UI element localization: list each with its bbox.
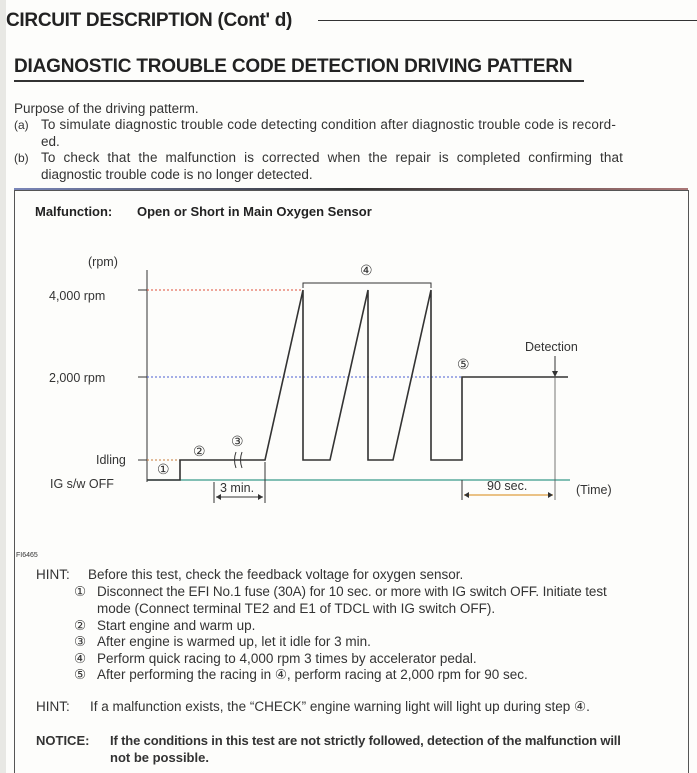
purpose-heading: Purpose of the driving patterm.	[14, 101, 199, 116]
step2-mark: ②	[193, 443, 206, 459]
notice-text: If the conditions in this test are not strictly followed, detection of the malfunction will	[110, 733, 621, 748]
page-title: DIAGNOSTIC TROUBLE CODE DETECTION DRIVING PATTERN	[14, 56, 573, 77]
malfunction-value: Open or Short in Main Oxygen Sensor	[137, 204, 372, 219]
step5-mark: ⑤	[457, 356, 470, 372]
y-unit-label: (rpm)	[88, 255, 118, 269]
step2-text: Start engine and warm up.	[97, 618, 256, 633]
notice-text-cont: not be possible.	[110, 750, 209, 765]
step1-text-cont: mode (Connect terminal TE2 and E1 of TDCL with IG switch OFF).	[97, 601, 496, 616]
step1-num: ①	[74, 584, 87, 599]
step3-num: ③	[74, 634, 87, 649]
step3-mark: ③	[231, 433, 244, 449]
step4-text: Perform quick racing to 4,000 rpm 3 times by accelerator pedal.	[97, 651, 477, 666]
purpose-b-text-cont: diagnostic trouble code is no longer detected.	[41, 167, 313, 182]
section-title: CIRCUIT DESCRIPTION (Cont' d)	[6, 10, 293, 31]
purpose-a-label: (a)	[14, 118, 29, 132]
hint2-label: HINT:	[36, 699, 70, 714]
purpose-b-text: To check that the malfunction is corrected when the repair is completed confirming that	[41, 150, 624, 165]
purpose-a-text-cont: ed.	[41, 134, 60, 149]
step5-num: ⑤	[74, 667, 87, 682]
purpose-b-label: (b)	[14, 151, 29, 165]
y-label-4000: 4,000 rpm	[49, 289, 106, 303]
x-unit-label: (Time)	[576, 483, 612, 497]
step1-mark: ①	[157, 461, 170, 477]
step2-num: ②	[74, 618, 87, 633]
step1-text: Disconnect the EFI No.1 fuse (30A) for 10 sec. or more with IG switch OFF. Initiate test	[97, 584, 607, 599]
y-label-idling: Idling	[96, 453, 126, 467]
step4-mark: ④	[360, 262, 373, 278]
duration-90sec: 90 sec.	[487, 479, 528, 493]
purpose-a-text: To simulate diagnostic trouble code detecting condition after diagnostic trouble code is record-	[41, 117, 616, 132]
y-label-off: IG s/w OFF	[50, 477, 114, 491]
detection-label: Detection	[525, 340, 578, 354]
step5-text: After performing the racing in ④, perform racing at 2,000 rpm for 90 sec.	[97, 667, 528, 682]
hint1-label: HINT:	[36, 567, 70, 582]
step4-bracket	[303, 283, 431, 288]
hint2-text: If a malfunction exists, the “CHECK” engine warning light will light up during step ④.	[90, 699, 590, 714]
step4-num: ④	[74, 651, 87, 666]
figure-id: FI6465	[16, 552, 38, 559]
duration-3min: 3 min.	[220, 481, 255, 495]
detection-arrowhead	[552, 371, 558, 377]
malfunction-label: Malfunction:	[35, 204, 113, 219]
hint1-intro: Before this test, check the feedback voltage for oxygen sensor.	[88, 567, 464, 582]
step3-text: After engine is warmed up, let it idle for 3 min.	[97, 634, 371, 649]
rpm-trace	[147, 290, 568, 480]
y-label-2000: 2,000 rpm	[49, 371, 106, 385]
notice-label: NOTICE:	[36, 733, 90, 748]
